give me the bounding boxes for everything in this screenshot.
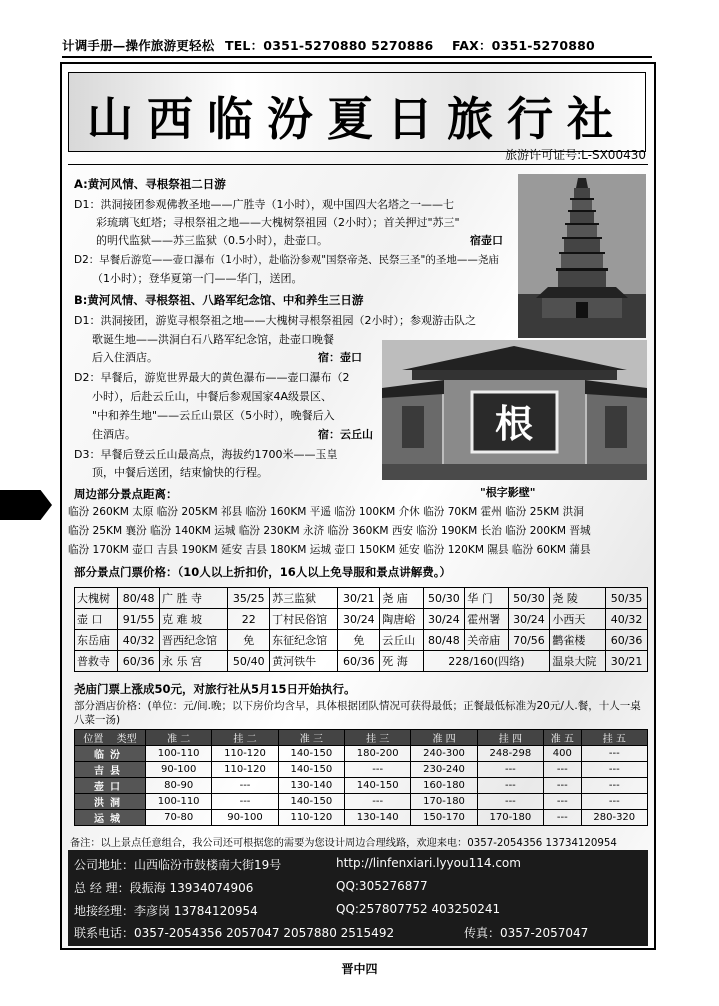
table-row xyxy=(75,794,648,810)
gate-photo xyxy=(382,340,647,480)
table-cell: 死 海 xyxy=(380,651,423,672)
route-b-line: 顶，中餐后送团，结束愉快的行程。 xyxy=(92,466,268,479)
table-cell: 80/48 xyxy=(423,630,465,651)
route-b-line: D3：早餐后登云丘山最高点，海拔约1700米——玉皇 xyxy=(74,448,338,461)
page-number: 晋中四 xyxy=(341,962,378,976)
distances-title: 周边部分景点距离： xyxy=(74,487,178,501)
header-fax: FAX：0351-5270880 xyxy=(451,38,595,53)
table-cell: --- xyxy=(345,762,411,778)
distance-line: 临汾 170KM 壶口 吉县 190KM 延安 吉县 180KM 运城 壶口 150KM 延安 临汾 120KM 隰县 临汾 60KM 蒲县 xyxy=(68,544,591,556)
table-cell: 400 xyxy=(544,746,582,762)
local-manager-qq: QQ:257807752 403250241 xyxy=(336,902,501,916)
table-cell: 110-120 xyxy=(212,762,278,778)
ticket-price-table xyxy=(74,587,648,672)
column-header: 准 四 xyxy=(411,730,477,746)
table-cell: 晋西纪念馆 xyxy=(160,630,228,651)
table-cell: 40/32 xyxy=(606,609,648,630)
table-cell: 60/36 xyxy=(118,651,160,672)
table-cell: 130-140 xyxy=(278,778,344,794)
column-header: 准 五 xyxy=(544,730,582,746)
distance-line: 临汾 260KM 太原 临汾 205KM 祁县 临汾 160KM 平遥 临汾 100KM 介休 临汾 70KM 霍州 临汾 25KM 洪洞 xyxy=(68,506,584,518)
table-cell: 尧 陵 xyxy=(550,588,606,609)
table-cell: --- xyxy=(477,778,543,794)
column-header: 挂 四 xyxy=(477,730,543,746)
company-address: 公司地址：山西临汾市鼓楼南大街19号 xyxy=(74,858,282,872)
table-header-row xyxy=(75,730,648,746)
photo-caption: "根字影壁" xyxy=(480,486,536,499)
table-cell: 苏三监狱 xyxy=(270,588,338,609)
license-number: 旅游许可证号:L-SX00430 xyxy=(505,148,646,162)
table-cell: 170-180 xyxy=(411,794,477,810)
route-a-line: 的明代监狱——苏三监狱（0.5小时），赴壶口。 xyxy=(96,234,328,247)
table-cell: --- xyxy=(581,746,647,762)
general-manager: 总 经 理：段振海 13934074906 xyxy=(74,881,254,895)
table-cell: 尧 庙 xyxy=(380,588,423,609)
table-cell: 华 门 xyxy=(465,588,508,609)
table-cell: 170-180 xyxy=(477,810,543,826)
table-row xyxy=(75,810,648,826)
table-cell: 140-150 xyxy=(278,746,344,762)
row-location: 洪洞 xyxy=(75,794,146,810)
table-cell: 温泉大院 xyxy=(550,651,606,672)
row-location: 临汾 xyxy=(75,746,146,762)
table-cell: 40/32 xyxy=(118,630,160,651)
route-a-line: 彩琉璃飞虹塔；寻根祭祖之地——大槐树祭祖园（2小时）；首关押过"苏三" xyxy=(96,216,460,229)
header-tel: TEL：0351-5270880 5270886 xyxy=(224,38,434,53)
row-location: 壶口 xyxy=(75,778,146,794)
table-row xyxy=(75,630,648,651)
hotel-price-table xyxy=(74,729,648,826)
table-cell: 70/56 xyxy=(508,630,550,651)
table-cell: 140-150 xyxy=(278,762,344,778)
route-b-line: 后入住酒店。 xyxy=(92,351,158,364)
table-cell: --- xyxy=(212,778,278,794)
table-cell: 100-110 xyxy=(146,794,212,810)
tickets-title: 部分景点门票价格：（10人以上折扣价，16人以上免导服和景点讲解费。） xyxy=(74,565,452,579)
table-row xyxy=(75,762,648,778)
route-b-stay-2: 宿：云丘山 xyxy=(318,428,373,441)
table-row xyxy=(75,778,648,794)
column-header: 准 二 xyxy=(146,730,212,746)
table-cell: 克 难 坡 xyxy=(160,609,228,630)
route-b-line: D1：洪洞接团，游览寻根祭祖之地——大槐树寻根祭祖园（2小时）；参观游击队之 xyxy=(74,314,476,327)
table-cell: 80-90 xyxy=(146,778,212,794)
screen-wall-illustration xyxy=(382,340,647,480)
route-a-stay: 宿壶口 xyxy=(470,234,503,247)
route-b-line: 歌诞生地——洪洞白石八路军纪念馆，赴壶口晚餐 xyxy=(92,333,334,346)
column-header: 准 三 xyxy=(278,730,344,746)
route-a-title: A:黄河风情、寻根祭祖二日游 xyxy=(74,177,226,191)
table-cell: 永 乐 宫 xyxy=(160,651,228,672)
table-cell: --- xyxy=(544,778,582,794)
table-cell: 关帝庙 xyxy=(465,630,508,651)
table-cell: --- xyxy=(477,762,543,778)
table-cell: 30/21 xyxy=(606,651,648,672)
route-b-line: "中和养生地"——云丘山景区（5小时），晚餐后入 xyxy=(92,409,335,422)
table-cell: --- xyxy=(544,810,582,826)
table-cell: 240-300 xyxy=(411,746,477,762)
header-slogan: 计调手册—操作旅游更轻松 xyxy=(62,38,215,53)
pagoda-illustration xyxy=(518,174,646,338)
table-cell: 110-120 xyxy=(212,746,278,762)
table-cell: 鹳雀楼 xyxy=(550,630,606,651)
title-box xyxy=(68,72,646,152)
table-cell: 140-150 xyxy=(278,794,344,810)
table-cell: 30/24 xyxy=(338,609,380,630)
table-cell: 大槐树 xyxy=(75,588,118,609)
table-cell: 50/35 xyxy=(606,588,648,609)
row-location: 运城 xyxy=(75,810,146,826)
table-cell: 60/36 xyxy=(338,651,380,672)
divider xyxy=(68,164,648,165)
table-row xyxy=(75,588,648,609)
table-corner-header xyxy=(75,730,146,746)
header-position: 位置 xyxy=(83,734,104,745)
row-location: 吉县 xyxy=(75,762,146,778)
table-cell: 广 胜 寺 xyxy=(160,588,228,609)
local-manager: 地接经理：李彦岗 13784120954 xyxy=(74,904,258,918)
table-cell: 东征纪念馆 xyxy=(270,630,338,651)
column-header: 挂 五 xyxy=(581,730,647,746)
table-cell: 22 xyxy=(228,609,270,630)
table-cell: 280-320 xyxy=(581,810,647,826)
table-cell: 30/24 xyxy=(508,609,550,630)
company-url[interactable]: http://linfenxiari.lyyou114.com xyxy=(336,856,521,870)
route-a-line: D2：早餐后游览——壶口瀑布（1小时），赴临汾参观"国祭帝尧、民祭三圣"的圣地——尧庙 xyxy=(74,254,499,266)
table-cell: 小西天 xyxy=(550,609,606,630)
gate-character: 根 xyxy=(494,402,534,446)
table-cell: --- xyxy=(477,794,543,810)
table-cell: --- xyxy=(581,794,647,810)
route-b-line: D2：早餐后，游览世界最大的黄色瀑布——壶口瀑布（2 xyxy=(74,371,350,384)
route-a-line: （1小时）；登华夏第一门——华门，送团。 xyxy=(92,272,303,285)
table-cell: 130-140 xyxy=(345,810,411,826)
route-b-line: 小时），后赴云丘山，中餐后参观国家4A级景区、 xyxy=(92,390,333,403)
top-header-bar xyxy=(62,36,652,58)
table-row xyxy=(75,609,648,630)
table-cell: 35/25 xyxy=(228,588,270,609)
table-cell: --- xyxy=(544,794,582,810)
route-a-line: D1：洪洞接团参观佛教圣地——广胜寺（1小时），观中国四大名塔之一——七 xyxy=(74,198,454,211)
table-cell: 140-150 xyxy=(345,778,411,794)
table-cell: 70-80 xyxy=(146,810,212,826)
side-arrow-marker xyxy=(0,490,52,520)
route-b-stay-1: 宿：壶口 xyxy=(318,351,362,364)
ad-frame xyxy=(60,62,656,950)
table-cell: --- xyxy=(544,762,582,778)
contact-fax: 传真：0357-2057047 xyxy=(464,926,589,940)
table-cell: 160-180 xyxy=(411,778,477,794)
table-cell: 30/24 xyxy=(423,609,465,630)
table-cell: 50/30 xyxy=(508,588,550,609)
table-cell: 248-298 xyxy=(477,746,543,762)
table-cell: 50/30 xyxy=(423,588,465,609)
table-cell: --- xyxy=(581,762,647,778)
table-cell: 云丘山 xyxy=(380,630,423,651)
table-row xyxy=(75,651,648,672)
table-cell: 普救寺 xyxy=(75,651,118,672)
table-cell: 免 xyxy=(228,630,270,651)
table-cell: 150-170 xyxy=(411,810,477,826)
table-cell: 免 xyxy=(338,630,380,651)
table-row xyxy=(75,746,648,762)
table-cell: 丁村民俗馆 xyxy=(270,609,338,630)
table-cell: 110-120 xyxy=(278,810,344,826)
table-cell: 东岳庙 xyxy=(75,630,118,651)
column-header: 挂 三 xyxy=(345,730,411,746)
table-cell: 180-200 xyxy=(345,746,411,762)
table-cell: 100-110 xyxy=(146,746,212,762)
hotels-title: 部分酒店价格：(单位：元/间.晚；以下房价均含早，具体根据团队情况可获得最低；正餐最低标准为20元/人.餐，十人一桌八菜一汤) xyxy=(74,700,641,726)
pagoda-photo xyxy=(518,174,646,338)
route-b-title: B:黄河风情、寻根祭祖、八路军纪念馆、中和养生三日游 xyxy=(74,293,364,307)
table-cell: 91/55 xyxy=(118,609,160,630)
agency-name: 山西临汾夏日旅行社 xyxy=(87,92,627,146)
ticket-notice: 尧庙门票上涨成50元，对旅行社从5月15日开始执行。 xyxy=(74,682,356,696)
table-cell: 陶唐峪 xyxy=(380,609,423,630)
table-cell: 230-240 xyxy=(411,762,477,778)
table-cell: 80/48 xyxy=(118,588,160,609)
table-cell: 228/160(四络) xyxy=(423,651,550,672)
table-cell: 30/21 xyxy=(338,588,380,609)
column-header: 挂 二 xyxy=(212,730,278,746)
table-cell: 90-100 xyxy=(146,762,212,778)
table-cell: --- xyxy=(345,794,411,810)
header-type: 类型 xyxy=(116,734,137,745)
table-cell: 60/36 xyxy=(606,630,648,651)
contact-bar xyxy=(68,850,648,946)
hotels-note: 备注：以上景点任意组合，我公司还可根据您的需要为您设计周边合理线路，欢迎来电：0357-2054356 13734120954 xyxy=(70,838,617,849)
table-cell: 壶 口 xyxy=(75,609,118,630)
route-b-line: 住酒店。 xyxy=(92,428,136,441)
table-cell: 90-100 xyxy=(212,810,278,826)
distance-line: 临汾 25KM 襄汾 临汾 140KM 运城 临汾 230KM 永济 临汾 360KM 西安 临汾 190KM 长治 临汾 200KM 晋城 xyxy=(68,525,591,537)
table-cell: --- xyxy=(581,778,647,794)
table-cell: 黄河铁牛 xyxy=(270,651,338,672)
contact-phones: 联系电话：0357-2054356 2057047 2057880 2515492 xyxy=(74,926,395,940)
table-cell: --- xyxy=(212,794,278,810)
table-cell: 50/40 xyxy=(228,651,270,672)
general-manager-qq: QQ:305276877 xyxy=(336,879,428,893)
table-cell: 霍州署 xyxy=(465,609,508,630)
